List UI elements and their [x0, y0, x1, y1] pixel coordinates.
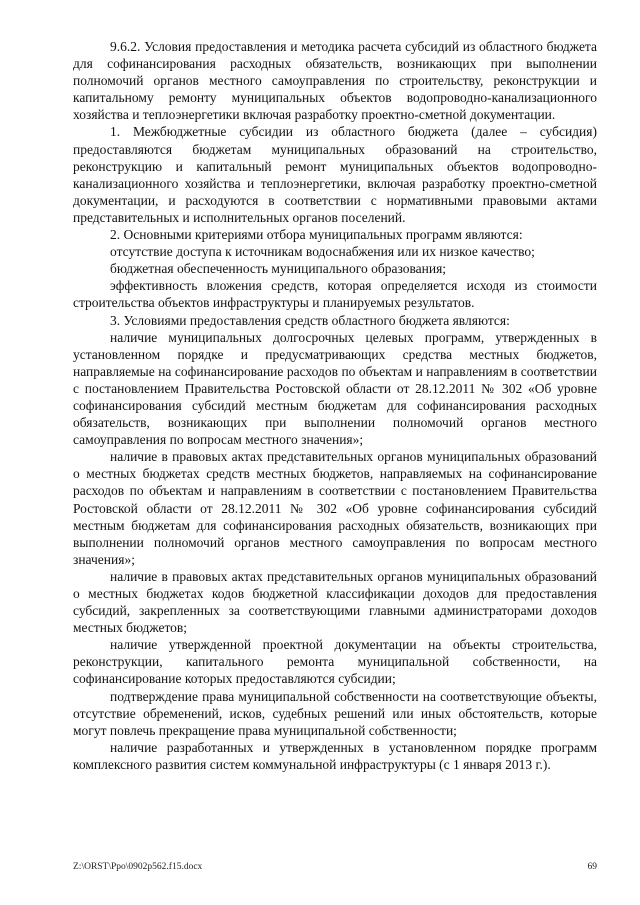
- paragraph-condition-budget-codes: наличие в правовых актах представительных органов муниципальных образований о местных бюджетах кодов бюджетной классификации доходов для предоставления субсидий, закрепленных за соответствующими главными администраторами доходов местных бюджетов;: [73, 568, 597, 636]
- paragraph-item-3: 3. Условиями предоставления средств областного бюджета являются:: [110, 312, 510, 328]
- paragraph-criterion-budget: бюджетная обеспеченность муниципального образования;: [110, 261, 447, 277]
- paragraph-item-2: 2. Основными критериями отбора муниципальных программ являются:: [110, 227, 523, 243]
- paragraph-section-heading: 9.6.2. Условия предоставления и методика расчета субсидий из областного бюджета для софинансирования расходных обязательств, возникающих при выполнении полномочий органов местного самоуправления по строительству, реконструкции и капитальному ремонту муниципальных объектов водопроводно-канализационного хозяйства и теплоэнергетики включая разработку проектно-сметной документации.: [73, 39, 597, 123]
- paragraph-item-1: 1. Межбюджетные субсидии из областного бюджета (далее – субсидия) предоставляются бюджетам муниципальных образований на строительство, реконструкцию и капитальный ремонт муниципальных объектов водопроводно-канализационного хозяйства и теплоэнергетики, включая разработку проектно-сметной документации, и расходуются в соответствии с нормативными правовыми актами представительных и исполнительных органов поселений.: [73, 124, 597, 225]
- paragraph-criterion-efficiency: эффективность вложения средств, которая определяется исходя из стоимости строительства объектов инфраструктуры и планируемых результатов.: [73, 278, 597, 311]
- paragraph-criterion-water: отсутствие доступа к источникам водоснабжения или их низкое качество;: [110, 244, 535, 260]
- footer-file-path: Z:\ORST\Ppo\0902p562.f15.docx: [73, 862, 203, 872]
- paragraph-condition-project-docs: наличие утвержденной проектной документации на объекты строительства, реконструкции, капитального ремонта муниципальной собственности, на софинансирование которых предоставляются субсидии;: [73, 637, 597, 687]
- page-number: 69: [587, 862, 597, 872]
- paragraph-condition-budget-funds: наличие в правовых актах представительных органов муниципальных образований о местных бюджетах средств местных бюджетов, направляемых на софинансирование расходов по объектам и направлениям в соответствии с постановлением Правительства Ростовской области от 28.12.2011 № 302 «Об уровне софинансирования субсидий местным бюджетам для софинансирования расходных обязательств, возникающих при выполнении полномочий органов местного самоуправления по вопросам местного значения»;: [73, 449, 597, 567]
- paragraph-condition-infrastructure: наличие разработанных и утвержденных в установленном порядке программ комплексного развития систем коммунальной инфраструктуры (с 1 января 2013 г.).: [73, 739, 597, 772]
- paragraph-condition-programs: наличие муниципальных долгосрочных целевых программ, утвержденных в установленном порядке и предусматривающих средства местных бюджетов, направляемые на софинансирование расходов по объектам и направлениям в соответствии с постановлением Правительства Ростовской области от 28.12.2011 № 302 «Об уровне софинансирования субсидий местным бюджетам для софинансирования расходных обязательств, возникающих при выполнении полномочий органов местного самоуправления по вопросам местного значения»;: [73, 329, 597, 448]
- document-body: [73, 38, 597, 773]
- paragraph-condition-ownership: подтверждение права муниципальной собственности на соответствующие объекты, отсутствие обременений, исков, судебных решений или иных обстоятельств, которые могут повлечь прекращение права муниципальной собственности;: [73, 688, 597, 738]
